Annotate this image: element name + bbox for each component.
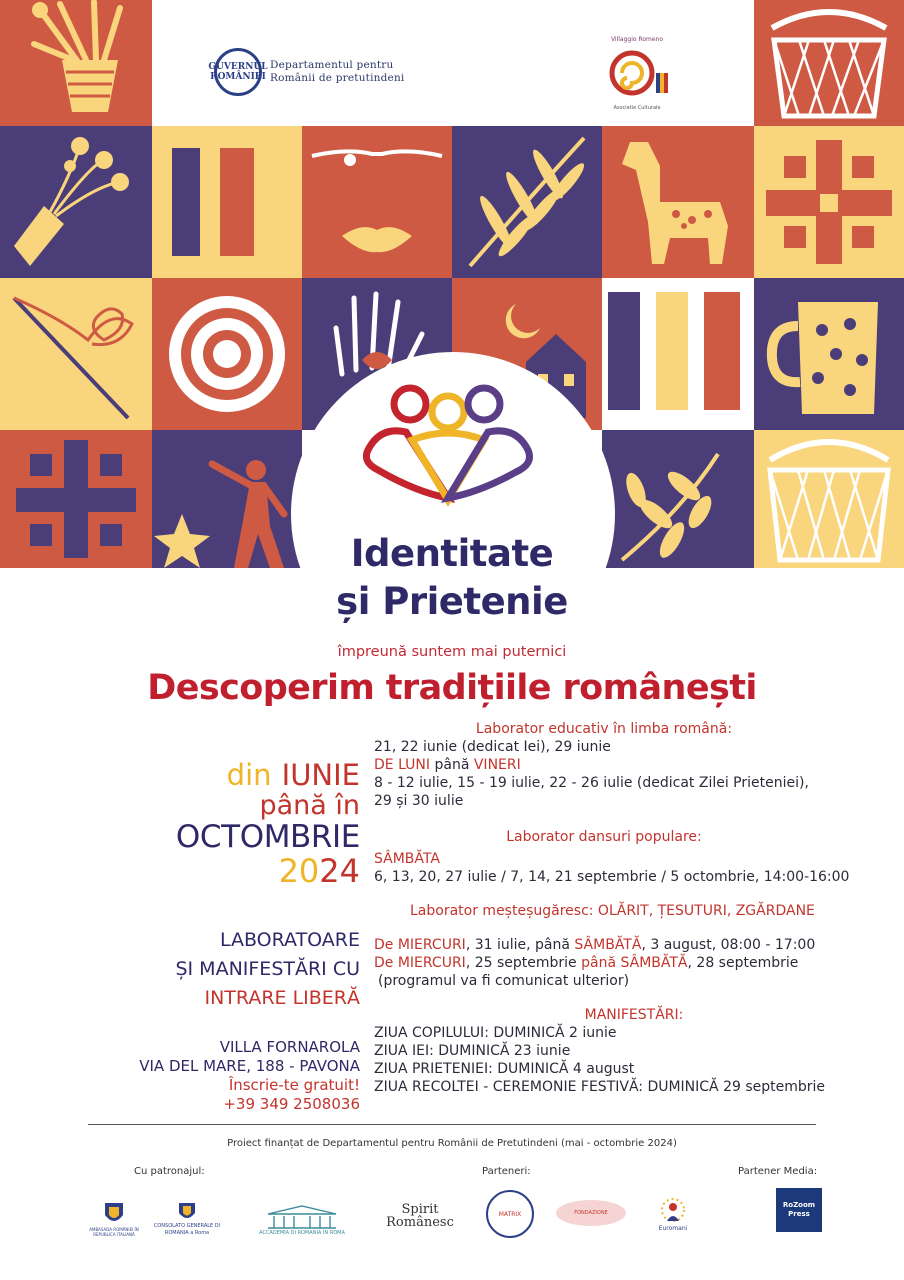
- partner1-b: Românesc: [386, 1215, 454, 1230]
- lab-edu-weekdays-b: până: [434, 757, 470, 773]
- embroidery-tile-1: [754, 126, 904, 278]
- main-title: Descoperim tradițiile românești: [147, 668, 757, 708]
- flag-stripes-tile-2: [602, 278, 754, 430]
- partner4: Euromani: [658, 1224, 688, 1232]
- entry-line1: LABORATOARE: [219, 929, 360, 951]
- matrix-logo: [486, 1190, 534, 1238]
- lab-edu-heading: Laborator educativ în limba română:: [475, 721, 733, 737]
- mug-tile: [754, 278, 904, 430]
- people-heart-icon: [356, 376, 542, 516]
- basket-tile: [754, 0, 904, 126]
- building-icon: [264, 1204, 340, 1230]
- event-item: ZIUA PRIETENIEI: DUMINICĂ 4 august: [374, 1061, 635, 1077]
- footer-divider: [88, 1124, 816, 1125]
- lab-craft-heading: Laborator meșteșugăresc: OLĂRIT, ȚESUTURI, ZGĂRDANE: [410, 903, 815, 919]
- lab-edu-weekdays-a: DE LUNI: [374, 757, 431, 773]
- event-item: ZIUA COPILULUI: DUMINICĂ 2 iunie: [374, 1025, 617, 1041]
- brand-title-line2: și Prietenie: [336, 580, 568, 623]
- partners-label: Parteneri:: [482, 1166, 531, 1177]
- venue-name: VILLA FORNAROLA: [219, 1038, 360, 1056]
- lab-craft-r2c: până: [581, 955, 617, 971]
- period-to-month: OCTOMBRIE: [175, 819, 360, 855]
- free-entry-block: [90, 926, 360, 1013]
- lab-craft-r2f: , 28 septembrie: [687, 955, 799, 971]
- wheat-tile: [452, 126, 602, 278]
- lab-craft-r1a: De MIERCURI: [374, 937, 466, 953]
- media1-a: RoZoom: [782, 1201, 816, 1209]
- coat-of-arms-icon: [103, 1201, 125, 1227]
- lab-craft-r2a: De MIERCURI: [374, 955, 466, 971]
- media-partner-label: Partener Media:: [738, 1166, 818, 1177]
- lab-edu-june: 21, 22 iunie (dedicat Iei), 29 iunie: [374, 739, 611, 755]
- lab-craft-r2e: SÂMBĂTĂ: [620, 955, 688, 971]
- period-year-a: 20: [278, 852, 320, 890]
- association-subtitle: Asociatie Culturale: [613, 105, 661, 111]
- lab-craft-r1c: SÂMBĂTĂ: [574, 937, 642, 953]
- flag-stripes-tile: [152, 126, 302, 278]
- consulate-logo: [146, 1196, 228, 1242]
- stars-ring-icon: [658, 1195, 688, 1225]
- lab-dance-day: SÂMBĂTA: [374, 851, 440, 867]
- period-from-month: IUNIE: [281, 758, 360, 792]
- face-tile: [302, 126, 452, 278]
- venue-signup: Înscrie-te gratuit!: [228, 1076, 360, 1094]
- embassy-logo: [86, 1190, 142, 1248]
- academy-logo: [254, 1198, 350, 1242]
- period-to-phrase: până în: [259, 790, 360, 821]
- lab-craft-note: (programul va fi comunicat ulterior): [378, 973, 630, 989]
- entry-line2: ȘI MANIFESTĂRI CU: [175, 958, 360, 980]
- flower-vase-tile: [0, 126, 152, 278]
- lab-craft-r2b: , 25 septembrie: [465, 955, 582, 971]
- period-year-b: 24: [319, 852, 360, 890]
- gov-seal-text: GUVERNUL ROMÂNIEI: [208, 62, 268, 82]
- events-heading: MANIFESTĂRI:: [584, 1007, 684, 1023]
- fondazione-logo: [556, 1200, 626, 1226]
- association-name: Villaggio Romeno: [610, 36, 664, 43]
- partner1-a: Spirit: [401, 1202, 439, 1217]
- venue-block: [90, 1038, 360, 1114]
- gov-department-name: [270, 59, 404, 85]
- rozoom-press-logo: [776, 1188, 822, 1232]
- academy-name: ACCADEMIA DI ROMANIA IN ROMA: [259, 1229, 345, 1236]
- brand-title-line1: Identitate: [350, 532, 554, 575]
- gov-dept-line2: Românii de pretutindeni: [270, 72, 405, 84]
- gov-department-logo: [208, 48, 405, 96]
- embassy-name: AMBASADA ROMÂNIEI ÎN REPUBLICA ITALIANĂ: [89, 1227, 139, 1237]
- gov-seal-icon: [208, 48, 268, 96]
- gov-dept-line1: Departamentul pentru: [270, 59, 394, 71]
- tools-cup-tile: [0, 0, 152, 126]
- lab-edu-weekdays-c: VINERI: [473, 757, 521, 773]
- media1-b: Press: [788, 1210, 810, 1218]
- program-schedule: [374, 720, 874, 1096]
- spiral-icon: [604, 43, 670, 101]
- venue-address: VIA DEL MARE, 188 - PAVONA: [139, 1057, 360, 1075]
- partner3: FONDAZIONE: [574, 1209, 608, 1216]
- lab-craft-r1d: , 3 august, 08:00 - 17:00: [641, 937, 816, 953]
- euromani-logo: [650, 1190, 696, 1236]
- entry-line3: INTRARE LIBERĂ: [204, 987, 360, 1009]
- plate-tile: [152, 278, 302, 430]
- lab-edu-july2: 29 și 30 iulie: [374, 793, 464, 809]
- lab-dance-dates: 6, 13, 20, 27 iulie / 7, 14, 21 septembrie / 5 octombrie, 14:00-16:00: [374, 869, 850, 885]
- spirit-romanesc-logo: [376, 1196, 464, 1236]
- event-item: ZIUA IEI: DUMINICĂ 23 iunie: [374, 1043, 571, 1059]
- horse-toy-tile: [602, 126, 754, 278]
- partner2: MATRIX: [498, 1210, 522, 1218]
- lab-dance-heading: Laborator dansuri populare:: [506, 829, 702, 845]
- association-logo: [604, 36, 670, 116]
- consulate-name: CONSOLATO GENERALE DI ROMANIA a Roma: [153, 1223, 221, 1236]
- slogan: împreună suntem mai puternici: [337, 644, 567, 660]
- coat-of-arms-icon: [177, 1201, 197, 1223]
- funding-note: Proiect finanțat de Departamentul pentru Românii de Pretutindeni (mai - octombrie 2024): [227, 1138, 677, 1149]
- patronage-label: Cu patronajul:: [134, 1166, 205, 1177]
- venue-phone[interactable]: +39 349 2508036: [223, 1095, 360, 1113]
- event-item: ZIUA RECOLTEI - CEREMONIE FESTIVĂ: DUMINICĂ 29 septembrie: [374, 1079, 826, 1095]
- lab-craft-r1b: , 31 iulie, până: [465, 937, 575, 953]
- needle-tile: [0, 278, 152, 430]
- lab-edu-july: 8 - 12 iulie, 15 - 19 iulie, 22 - 26 iulie (dedicat Zilei Prieteniei),: [374, 775, 809, 791]
- event-period: [90, 758, 360, 888]
- period-from-word: din: [226, 758, 272, 792]
